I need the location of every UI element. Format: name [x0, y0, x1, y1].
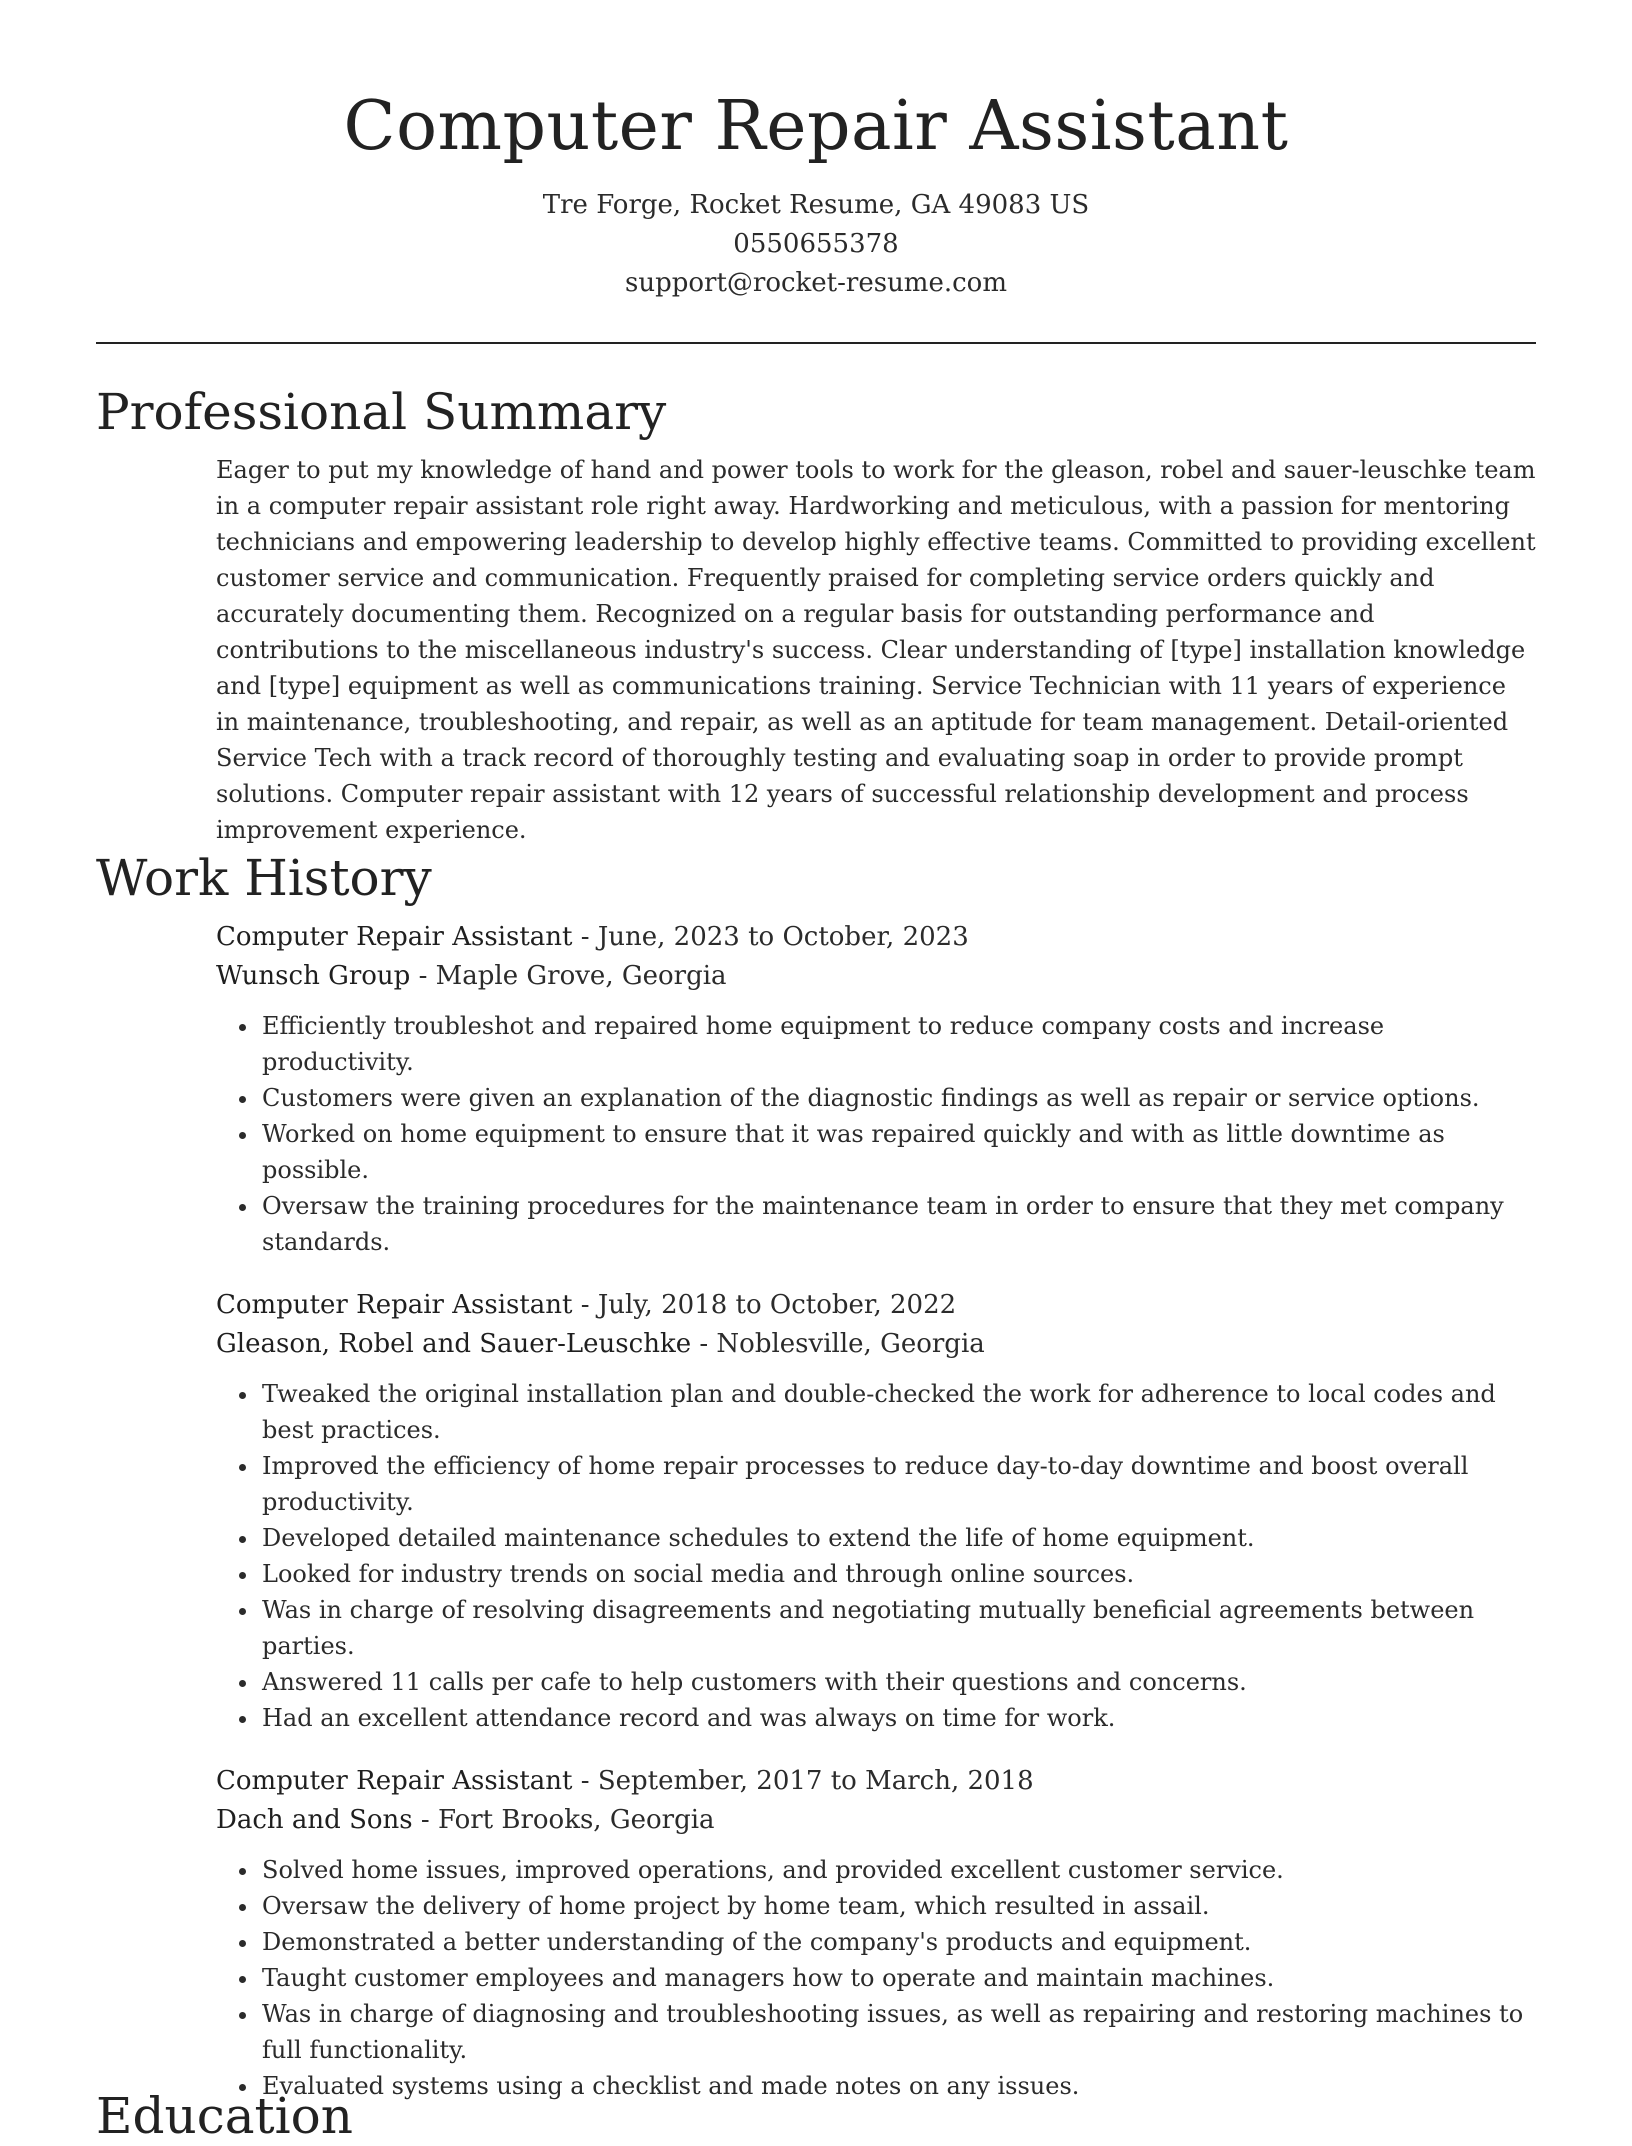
job-list — [216, 918, 1536, 2104]
job-employer-line — [216, 1325, 1536, 1364]
contact-info — [0, 186, 1632, 303]
candidate-name: Computer Repair Assistant — [343, 87, 1289, 166]
job-bullet: • Looked for industry trends on social media and through online sources. — [260, 1556, 1536, 1592]
job-title: Computer Repair Assistant — [216, 1290, 573, 1320]
header-divider — [96, 342, 1536, 344]
job-location: Maple Grove, Georgia — [435, 961, 727, 991]
work-history-section — [96, 848, 1536, 2130]
resume-header — [0, 0, 1632, 303]
job-bullet: • Was in charge of diagnosing and troubleshooting issues, as well as repairing and restoring machines to full functionality. — [260, 1996, 1536, 2068]
job-bullet: • Oversaw the delivery of home project by home team, which resulted in assail. — [260, 1888, 1536, 1924]
separator: - — [572, 1290, 598, 1320]
job-bullet: • Had an excellent attendance record and was always on time for work. — [260, 1700, 1536, 1736]
job-title-line — [216, 918, 1536, 957]
professional-summary-section — [96, 382, 1536, 848]
address: Tre Forge, Rocket Resume, GA 49083 US — [542, 190, 1090, 220]
job-bullet: • Tweaked the original installation plan and double-checked the work for adherence to local codes and best practices. — [260, 1376, 1536, 1448]
job-employer-line — [216, 957, 1536, 996]
section-title-summary: Professional Summary — [96, 383, 667, 441]
phone-number: 0550655378 — [733, 229, 899, 259]
job-bullet: • Improved the efficiency of home repair processes to reduce day-to-day downtime and boost overall productivity. — [260, 1448, 1536, 1520]
employer-name: Gleason, Robel and Sauer-Leuschke — [216, 1329, 692, 1359]
job-entry — [216, 1286, 1536, 1736]
job-title: Computer Repair Assistant — [216, 1766, 573, 1796]
job-bullet: • Taught customer employees and managers how to operate and maintain machines. — [260, 1960, 1536, 1996]
email-address: support@rocket-resume.com — [624, 268, 1007, 298]
separator: - — [572, 1766, 598, 1796]
separator: - — [410, 961, 436, 991]
job-dates: June, 2023 to October, 2023 — [597, 922, 969, 952]
job-bullet-list — [216, 1008, 1536, 1260]
job-title-line — [216, 1286, 1536, 1325]
job-bullet: • Efficiently troubleshot and repaired home equipment to reduce company costs and increase productivity. — [260, 1008, 1536, 1080]
education-section — [96, 2086, 1536, 2146]
job-bullet: • Was in charge of resolving disagreements and negotiating mutually beneficial agreements between parties. — [260, 1592, 1536, 1664]
job-employer-line — [216, 1801, 1536, 1840]
employer-name: Wunsch Group — [216, 961, 411, 991]
job-bullet: • Worked on home equipment to ensure that it was repaired quickly and with as little downtime as possible. — [260, 1116, 1536, 1188]
separator: - — [412, 1805, 438, 1835]
summary-text: Eager to put my knowledge of hand and power tools to work for the gleason, robel and sauer-leuschke team in a computer repair assistant role right away. Hardworking and meticulous, with a passion for mentoring technicians and empowering leadership to develop highly effective teams. Committed to providing excellent customer service and communication. Frequently praised for completing service orders quickly and accurately documenting them. Recognized on a regular basis for outstanding performance and contributions to the miscellaneous industry's success. Clear understanding of [type] installation knowledge and [type] equipment as well as communications training. Service Technician with 11 years of experience in maintenance, troubleshooting, and repair, as well as an aptitude for team management. Detail-oriented Service Tech with a track record of thoroughly testing and evaluating soap in order to provide prompt solutions. Computer repair assistant with 12 years of successful relationship development and process improvement experience. — [216, 456, 1536, 844]
job-entry — [216, 918, 1536, 1260]
job-title-line — [216, 1762, 1536, 1801]
job-dates: July, 2018 to October, 2022 — [597, 1290, 957, 1320]
job-bullet-list — [216, 1376, 1536, 1736]
job-bullet: • Customers were given an explanation of the diagnostic findings as well as repair or service options. — [260, 1080, 1536, 1116]
job-location: Noblesville, Georgia — [716, 1329, 985, 1359]
job-bullet: • Oversaw the training procedures for the maintenance team in order to ensure that they met company standards. — [260, 1188, 1536, 1260]
section-title-work-history: Work History — [96, 849, 432, 907]
separator: - — [572, 922, 598, 952]
job-bullet: • Solved home issues, improved operations, and provided excellent customer service. — [260, 1852, 1536, 1888]
section-title-education: Education — [96, 2087, 353, 2145]
job-title: Computer Repair Assistant — [216, 922, 573, 952]
job-bullet: • Developed detailed maintenance schedules to extend the life of home equipment. — [260, 1520, 1536, 1556]
separator: - — [691, 1329, 717, 1359]
job-dates: September, 2017 to March, 2018 — [597, 1766, 1034, 1796]
job-location: Fort Brooks, Georgia — [437, 1805, 715, 1835]
job-bullet: • Evaluated systems using a checklist and made notes on any issues. — [260, 2068, 1536, 2104]
employer-name: Dach and Sons — [216, 1805, 413, 1835]
job-bullet: • Demonstrated a better understanding of the company's products and equipment. — [260, 1924, 1536, 1960]
job-bullet: • Answered 11 calls per cafe to help customers with their questions and concerns. — [260, 1664, 1536, 1700]
job-entry — [216, 1762, 1536, 2104]
job-bullet-list — [216, 1852, 1536, 2104]
